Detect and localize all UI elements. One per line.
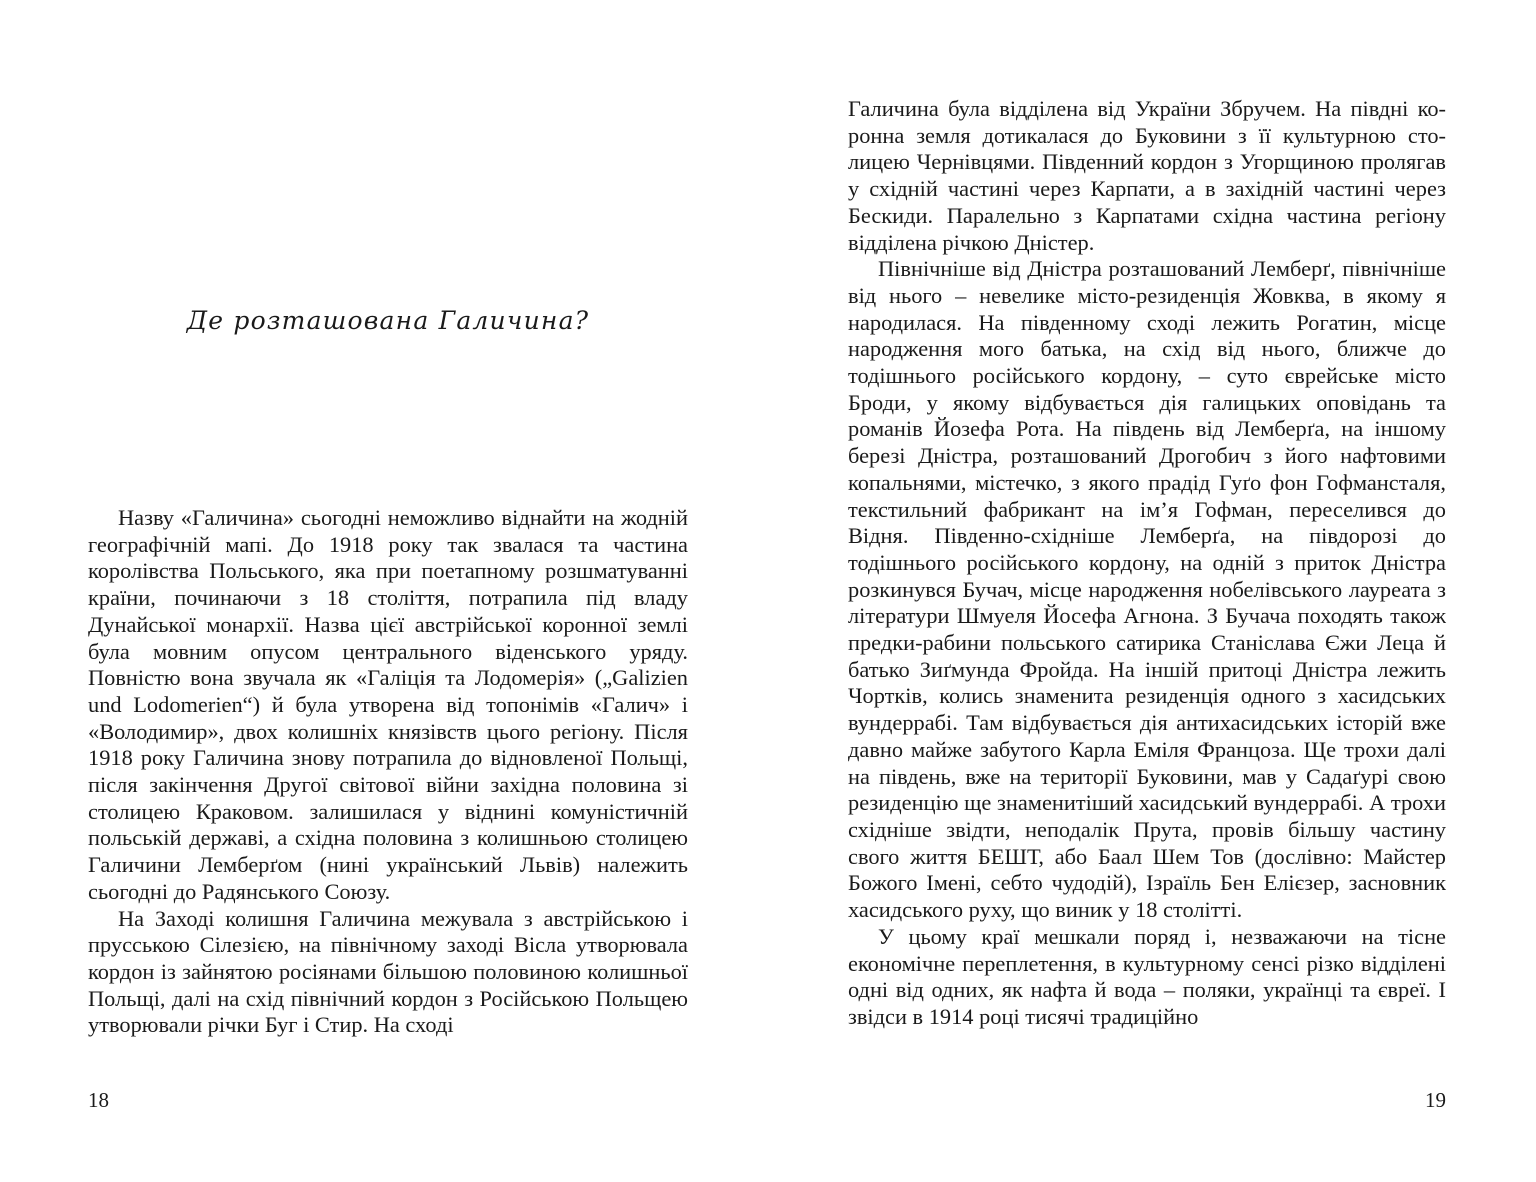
- right-page-body: [848, 96, 1446, 1031]
- paragraph: У цьому краї мешкали поряд і, незважаючи на тісне економічне переплетення, в культурному сенсі різко відділені одні від одних, як нафта й вода – поляки, українці та євреї. І звідси в 1914 році тисячі традиційно: [848, 923, 1446, 1029]
- paragraph: Північніше від Дністра розташований Лемберґ, північніше від нього – невелике місто-резиденція Жовква, в якому я народилася. На південному сході лежить Рогатин, місце народження мого батька, на схід від нього, ближче до тодішнього російського кордону, – суто єврейське місто Броди, у якому відбувається дія галицьких оповідань та романів Йозефа Рота. На південь від Лемберґа, на іншому березі Дністра, розташований Дрогобич з його нафтовими копальнями, містечко, з якого прадід Гуґо фон Гофмансталя, текстильний фабрикант на ім’я Гофман, переселився до Відня. Південно-східніше Лемберґа, на півдорозі до тодішнього російського кордону, на одній з приток Дністра розкинувся Бучач, місце народження нобелівського лауреата з літератури Шмуеля Йосефа Агнона. З Бучача походять також предки-рабини польського сатирика Станіслава Єжи Леца й батько Зиґмунда Фройда. На іншій притоці Дністра лежить Чортків, колись знаменита резиденція одного з хасидських вундеррабі. Там відбувається дія антихасидських історій вже давно майже забутого Карла Еміля Францоза. Ще трохи далі на південь, вже на території Буковини, мав у Садаґурі свою резиденцію ще знаменитіший хасидський вундеррабі. А трохи східніше звідти, неподалік Прута, провів більшу частину свого життя БЕШТ, або Баал Шем Тов (дослівно: Майстер Божого Імені, себто чудодій), Ізраїль Бен Елієзер, засновник хасидського руху, що виник у 18 столітті.: [848, 256, 1446, 923]
- paragraph: Галичина була відділена від України Збручем. На півдні коронна земля дотикалася до Буковини з її культурною столицею Чернівцями. Південний кордон з Угорщиною пролягав у східній частині через Карпати, а в західній частині через Бескиди. Паралельно з Карпатами східна частина регіону відділена річкою Дністер.: [848, 96, 1446, 255]
- right-page: [768, 0, 1536, 1182]
- paragraph: На Заході колишня Галичина межувала з австрійською і прусською Сілезією, на північному заході Вісла утворювала кордон із зайнятою росіянами більшою половиною колишньої Польщі, далі на схід північний кордон з Російською Польщею утворювали річки Буг і Стир. На сході: [88, 905, 688, 1038]
- page-number-right: 19: [1425, 1088, 1446, 1112]
- chapter-title: Де розташована Галичина?: [186, 306, 590, 335]
- page-number-left: 18: [88, 1088, 109, 1112]
- paragraph: Назву «Галичина» сьогодні неможливо віднайти на жодній географічній мапі. До 1918 року так звалася та частина королівства Польського, яка при поетапному розшматуванні країни, починаючи з 18 століття, потрапила під владу Дунайської монархії. Назва цієї австрійської коронної землі була мовним опусом центрального віденського уряду. Повністю вона звучала як «Галіція та Лодомерія» („Galizien und Lodomerien“) й була утворена від топонімів «Галич» і «Володимир», двох колишніх князівств цього регіону. Після 1918 року Галичина знову потрапила до відновленої Польщі, після закінчення Другої світової війни західна половина зі столицею Краковом. залишилася у віднині комуністичній польській державі, а східна половина з колишньою столицею Галичини Лемберґом (нині український Львів) належить сьогодні до Радянського Союзу.: [88, 505, 688, 904]
- left-page-body: [88, 505, 688, 1039]
